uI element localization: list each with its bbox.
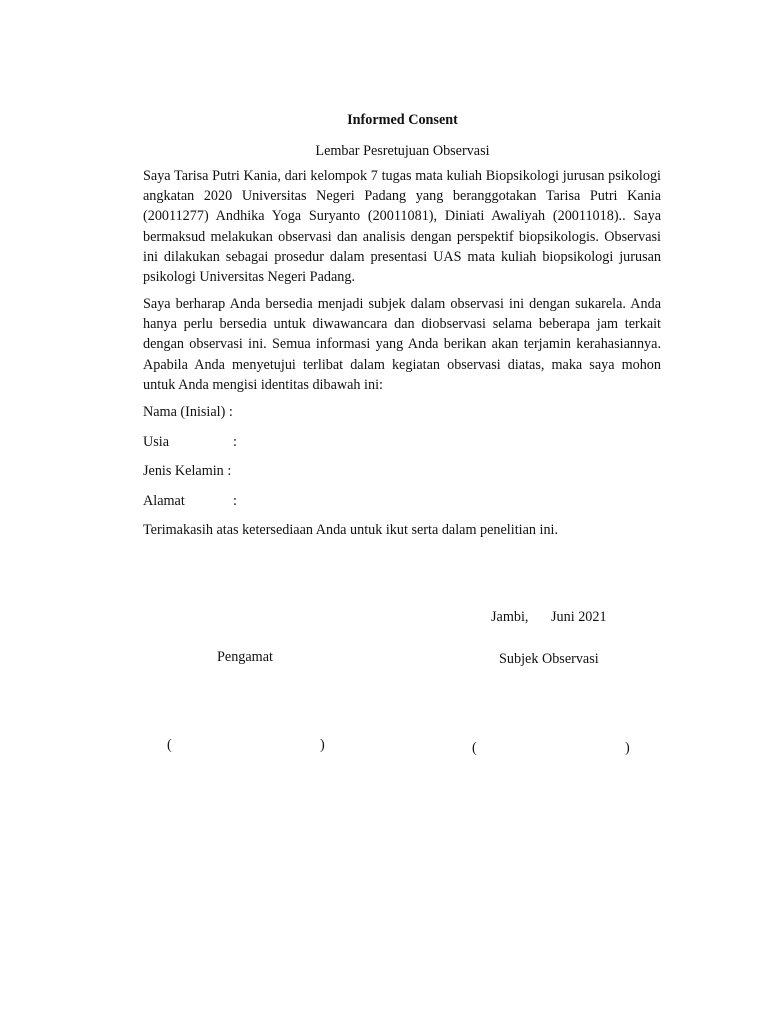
subject-signature-open: ( xyxy=(472,740,477,756)
field-address-colon: : xyxy=(233,493,237,509)
observer-role: Pengamat xyxy=(217,649,273,665)
observer-signature-open: ( xyxy=(167,737,172,753)
request-paragraph: Saya berharap Anda bersedia menjadi subjek dalam observasi ini dengan sukarela. Anda hanya perlu bersedia untuk diwawancara dan diobservasi selama beberapa jam terkait dengan observasi ini. Semua informasi yang Anda berikan akan terjamin kerahasiannya. Apabila Anda menyetujui terlibat dalam kegiatan observasi diatas, maka saya mohon untuk Anda mengisi identitas dibawah ini: xyxy=(143,296,661,393)
field-age-label: Usia xyxy=(143,434,170,450)
signature-place: Jambi, xyxy=(491,609,529,625)
field-name xyxy=(143,402,233,422)
intro-paragraph: Saya Tarisa Putri Kania, dari kelompok 7 tugas mata kuliah Biopsikologi jurusan psikologi angkatan 2020 Universitas Negeri Padang yang beranggotakan Tarisa Putri Kania (20011277) Andhika Yoga Suryanto (20011081), Diniati Awaliyah (20011018).. Saya bermaksud melakukan observasi dan analisis dengan perspektif biopsikologis. Observasi ini dilakukan sebagai prosedur dalam presentasi UAS mata kuliah biopsikologi jurusan psikologi Universitas Negeri Padang. xyxy=(143,168,661,286)
subject-signature-close: ) xyxy=(625,740,630,756)
field-gender-colon: : xyxy=(227,463,232,479)
subject-role: Subjek Observasi xyxy=(499,651,599,667)
field-gender xyxy=(143,461,231,481)
field-name-label: Nama (Inisial) xyxy=(143,404,226,420)
field-address-label: Alamat xyxy=(143,493,185,509)
field-age xyxy=(143,432,169,452)
field-gender-label: Jenis Kelamin xyxy=(143,463,224,479)
observer-signature-close: ) xyxy=(320,737,325,753)
signature-date: Juni 2021 xyxy=(551,609,607,625)
document-title: Informed Consent xyxy=(347,112,458,128)
field-address xyxy=(143,491,185,511)
field-age-colon: : xyxy=(233,434,237,450)
document-subtitle: Lembar Pesretujuan Observasi xyxy=(315,143,490,159)
field-name-colon: : xyxy=(228,404,233,420)
thanks-text: Terimakasih atas ketersediaan Anda untuk ikut serta dalam penelitian ini. xyxy=(143,522,559,538)
